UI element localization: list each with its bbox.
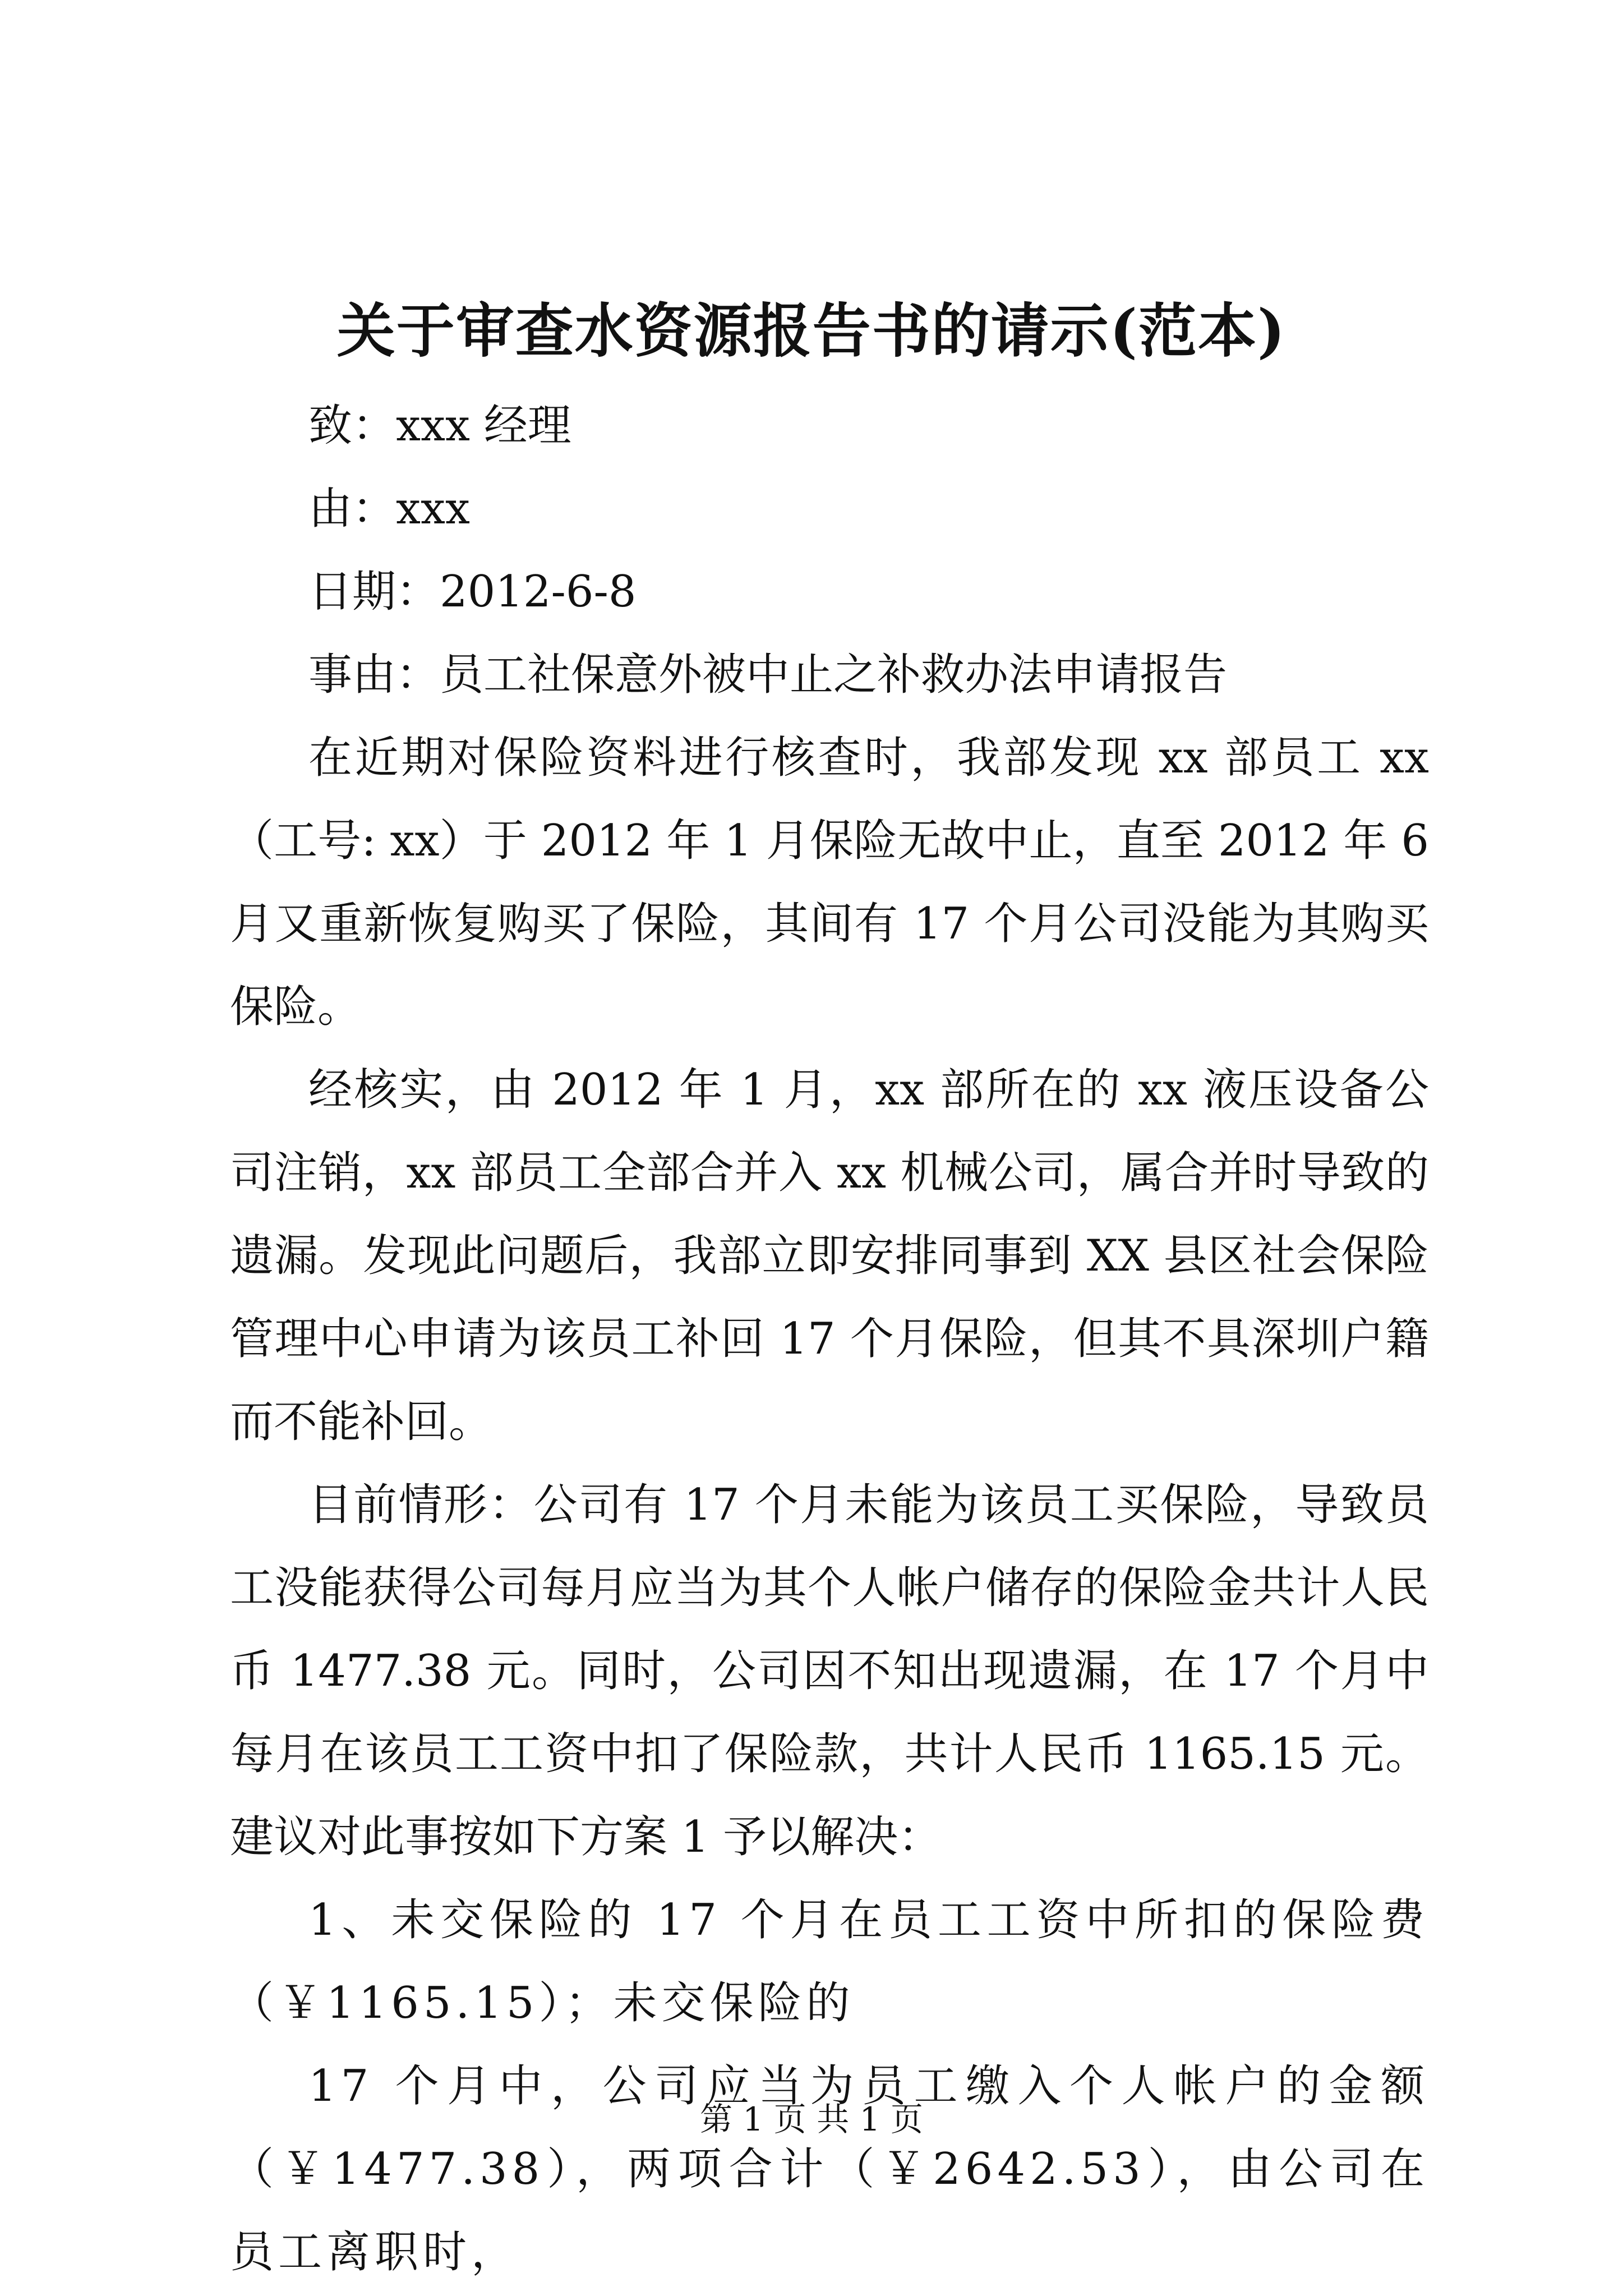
paragraph-verification: 经核实，由 2012 年 1 月，xx 部所在的 xx 液压设备公司注销，xx 部员工全部合并入 xx 机械公司，属合并时导致的遗漏。发现此问题后，我部立即安排同事到 XX 县区社会保险管理中心申请为该员工补回 17 个月保险，但其不具深圳户籍而不能补回。 [230, 1065, 1429, 1447]
document-title: 关于审查水资源报告书的请示(范本) [336, 296, 1287, 365]
page-number-footer: 第 1 页 共 1 页 [700, 2100, 923, 2138]
subject-line: 事由：员工社保意外被中止之补救办法申请报告 [308, 650, 1228, 700]
recipient-line: 致：xxx 经理 [308, 401, 571, 451]
paragraph-item-1: 1、未交保险的 17 个月在员工工资中所扣的保险费（￥1165.15）；未交保险的 [230, 1895, 1429, 2028]
paragraph-discovery: 在近期对保险资料进行核查时，我部发现 xx 部员工 xx（工号: xx）于 2012 年 1 月保险无故中止，直至 2012 年 6 月又重新恢复购买了保险，其间有 17 个月公司没能为其购买保险。 [230, 733, 1429, 1032]
date-line: 日期：2012-6-8 [308, 567, 637, 617]
document-body [230, 384, 1429, 2294]
sender-line: 由：xxx [308, 484, 470, 534]
paragraph-item-1-continued: 17 个月中，公司应当为员工缴入个人帐户的金额（￥1477.38），两项合计（￥2642.53），由公司在员工离职时， [230, 2061, 1429, 2277]
paragraph-situation: 目前情形：公司有 17 个月未能为该员工买保险，导致员工没能获得公司每月应当为其个人帐户储存的保险金共计人民币 1477.38 元。同时，公司因不知出现遗漏，在 17 个月中每月在该员工工资中扣了保险款，共计人民币 1165.15 元。建议对此事按如下方案 1 予以解决： [230, 1480, 1429, 1862]
